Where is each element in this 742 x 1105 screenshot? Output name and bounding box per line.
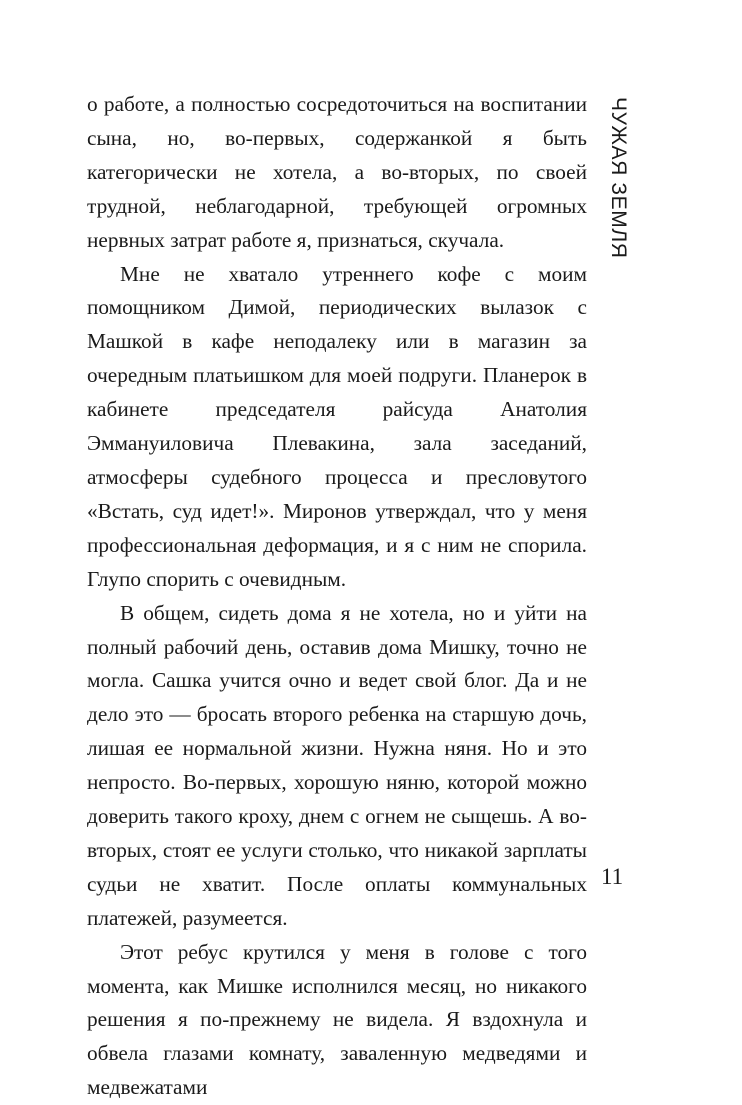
paragraph: о работе, а полностью сосредоточиться на воспитании сына, но, во-первых, содержанкой я быть категорически не хотела, а во-вторых, по своей трудной, неблагодарной, требующей огромных нервных затрат работе я, признаться, скучала. — [87, 92, 587, 252]
body-text — [87, 88, 587, 1105]
paragraph: Мне не хватало утреннего кофе с моим помощником Димой, периодических вылазок с Машкой в кафе неподалеку или в магазин за очередным платьишком для моей подруги. Планерок в кабинете председателя райсуда Анатолия Эммануиловича Плевакина, зала заседаний, атмосферы судебного процесса и пресловутого «Встать, суд идет!». Миронов утверждал, что у меня профессиональная деформация, и я с ним не спорила. Глупо спорить с очевидным. — [87, 261, 587, 591]
paragraph: В общем, сидеть дома я не хотела, но и уйти на полный рабочий день, оставив дома Мишку, точно не могла. Сашка учится очно и ведет свой блог. Да и не дело это — бросать второго ребенка на старшую дочь, лишая ее нормальной жизни. Нужна няня. Но и это непросто. Во-первых, хорошую няню, которой можно доверить такого кроху, днем с огнем не сыщешь. А во-вторых, стоят ее услуги столько, что никакой зарплаты судьи не хватит. После оплаты коммунальных платежей, разумеется. — [87, 600, 587, 930]
page-number: 11 — [601, 864, 624, 889]
running-head: ЧУЖАЯ ЗЕМЛЯ — [607, 97, 630, 259]
paragraph: Этот ребус крутился у меня в голове с того момента, как Мишке исполнился месяц, но никакого решения я по-прежнему не видела. Я вздохнула и обвела глазами комнату, заваленную медведями и медвежатами — [87, 939, 587, 1100]
